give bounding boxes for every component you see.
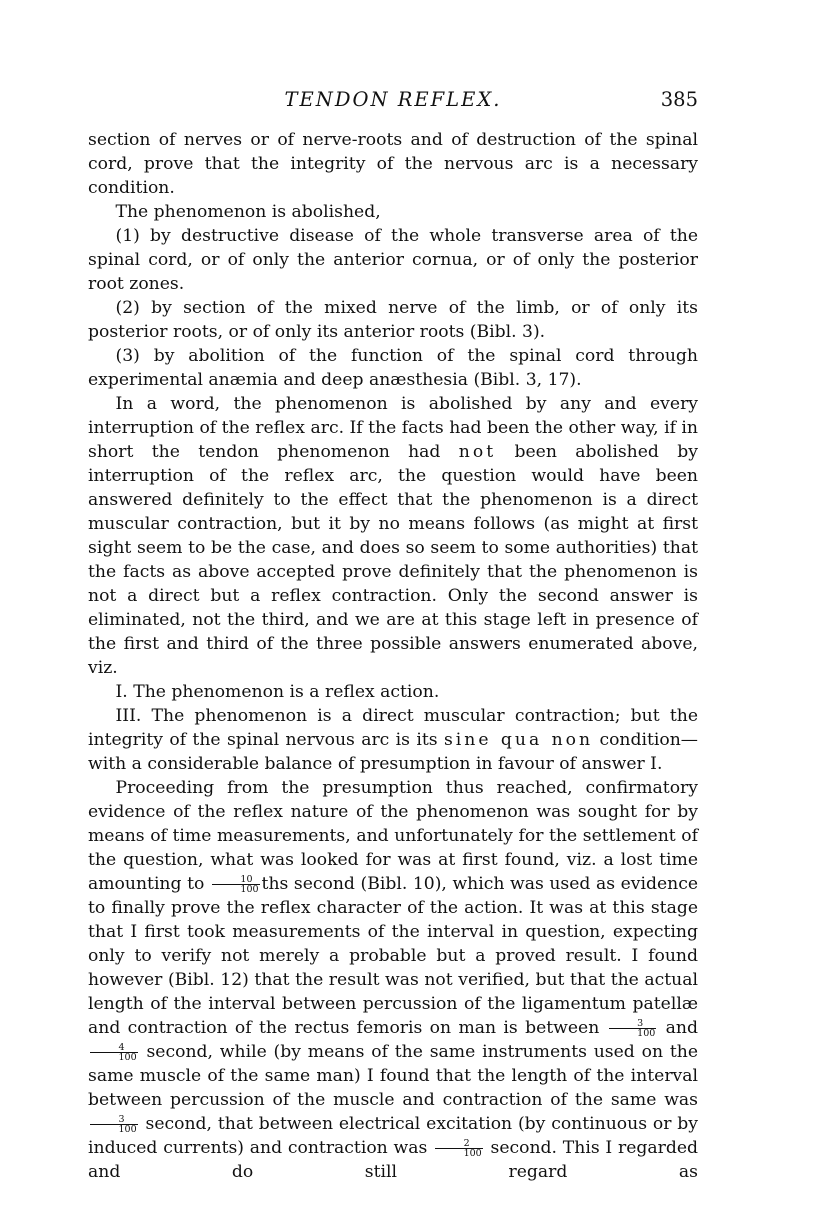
list-item-1: (1) by destructive disease of the whole transverse area of the spinal cord, or of only the anterior cornua, or of only the posterior root zones.: [88, 226, 698, 294]
fraction: $\frac{4}{100}$: [90, 1043, 138, 1062]
paragraph-in-a-word: In a word, the phenomenon is abolished by any and every interruption of the reflex arc. If the facts had been the other way, if in short the tendon phenomenon had not been abolished by interruption of the reflex arc, the question would have been answered definitely to the effect that the phenomenon is a direct muscular contraction, but it by no means follows (as might at first sight seem to be the case, and does so seem to some authorities) that the facts as above accepted prove definitely that the phenomenon is not a direct but a reflex contraction. Only the second answer is eliminated, not the third, and we are at this stage left in presence of the first and third of the three possible answers enumerated above, viz.: [88, 394, 698, 678]
page-header: [88, 88, 698, 116]
fraction: $\frac{10}{100}$: [212, 875, 260, 894]
fraction: $\frac{3}{100}$: [609, 1019, 657, 1038]
paragraph-continuation: section of nerves or of nerve-roots and of destruction of the spinal cord, prove that the integrity of the nervous arc is a necessary condition.: [88, 130, 698, 198]
emphasis-sine-qua-non: sine qua non: [443, 730, 594, 750]
list-item-2: (2) by section of the mixed nerve of the limb, or of only its posterior roots, or of only its anterior roots (Bibl. 3).: [88, 298, 698, 342]
list-item-3: (3) by abolition of the function of the spinal cord through experimental anæmia and deep anæsthesia (Bibl. 3, 17).: [88, 346, 698, 390]
answer-one: I. The phenomenon is a reflex action.: [115, 682, 440, 702]
emphasis-not: not: [458, 442, 497, 462]
fraction: $\frac{2}{100}$: [435, 1139, 483, 1158]
page-number: 385: [660, 88, 698, 111]
running-title: TENDON REFLEX.: [284, 88, 502, 111]
paragraph-proceeding: Proceeding from the presumption thus reached, confirmatory evidence of the reflex nature of the phenomenon was sought for by means of time measurements, and unfortunately for the settlement of the question, what was looked for was at first found, viz. a lost time amounting to $\frac{10}{100}$ ths second (Bibl. 10), which was used as evidence to finally prove the reflex character of the action. It was at this stage that I first took measurements of the interval in question, expecting only to verify not merely a probable but a proved result. I found however (Bibl. 12) that the result was not verified, but that the actual length of the interval between percussion of the ligamentum patellæ and contraction of the rectus femoris on man is between $\frac{3}{100}$ and $\frac{4}{100}$ second, while (by means of the same instruments used on the same muscle of the same man) I found that the length of the interval between percussion of the muscle and contraction of the same was $\frac{3}{100}$ second, that between electrical excitation (by continuous or by induced currents) and contraction was $\frac{2}{100}$ second. This I regarded and do still regard as: [88, 778, 699, 1182]
body-text: [88, 128, 698, 1184]
answer-three: III. The phenomenon is a direct muscular contraction; but the integrity of the spinal nervous arc is its sine qua non condition—with a considerable balance of presumption in favour of answer I.: [88, 706, 698, 774]
paragraph-abolished: The phenomenon is abolished,: [115, 202, 381, 222]
fraction: $\frac{3}{100}$: [90, 1115, 138, 1134]
